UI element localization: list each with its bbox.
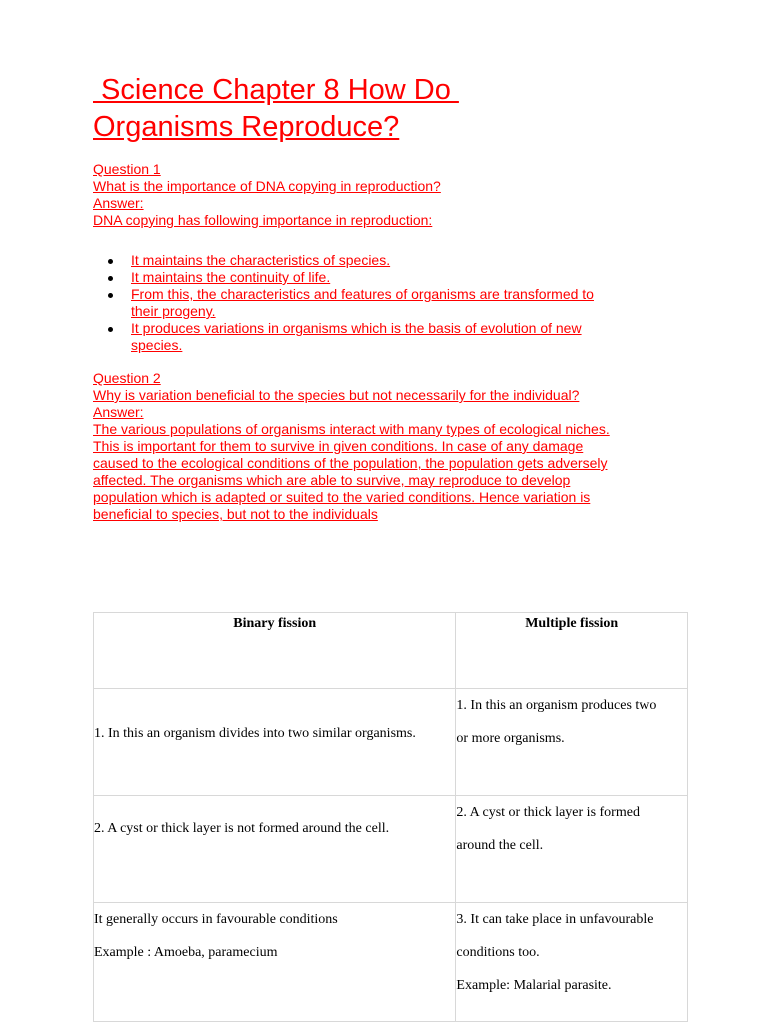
- bullet-icon: [108, 293, 113, 298]
- table-cell: [94, 689, 456, 796]
- cell-text: 2. A cyst or thick layer is not formed around the cell.: [94, 821, 390, 836]
- answer-1-bullet-list: [108, 252, 668, 354]
- answer-1-label: Answer:: [93, 195, 144, 211]
- answer-2-label: Answer:: [93, 404, 144, 420]
- page-title: [93, 72, 693, 146]
- column-header-multiple-fission: Multiple fission: [456, 613, 688, 689]
- column-header-binary-fission: Binary fission: [94, 613, 456, 689]
- list-item-text: From this, the characteristics and features of organisms are transformed to: [131, 286, 594, 302]
- answer-2-line: The various populations of organisms interact with many types of ecological niches.: [93, 421, 610, 437]
- answer-2-line: caused to the ecological conditions of the population, the population gets adversely: [93, 455, 608, 471]
- cell-text: or more organisms.: [456, 731, 565, 746]
- question-2-label: Question 2: [93, 370, 161, 386]
- cell-text: It generally occurs in favourable conditions: [94, 912, 338, 927]
- answer-2-line: beneficial to species, but not to the individuals: [93, 506, 378, 522]
- list-item: [108, 269, 668, 286]
- question-2-text: Why is variation beneficial to the species but not necessarily for the individual?: [93, 387, 580, 403]
- answer-2-line: population which is adapted or suited to the varied conditions. Hence variation is: [93, 489, 591, 505]
- table-cell: [456, 689, 688, 796]
- cell-text: 3. It can take place in unfavourable: [456, 912, 654, 927]
- bullet-icon: [108, 259, 113, 264]
- cell-text: 2. A cyst or thick layer is formed: [456, 805, 640, 820]
- cell-text: Example: Malarial parasite.: [456, 978, 612, 993]
- cell-text: 1. In this an organism divides into two similar organisms.: [94, 726, 416, 741]
- fission-comparison-table: [93, 612, 688, 1022]
- table-cell: [94, 903, 456, 1022]
- list-item: [108, 320, 668, 354]
- answer-1-intro: DNA copying has following importance in reproduction:: [93, 212, 433, 228]
- cell-text: conditions too.: [456, 945, 540, 960]
- cell-text: Example : Amoeba, paramecium: [94, 945, 278, 960]
- table-row: [94, 796, 688, 903]
- list-item-text: their progeny.: [131, 303, 216, 319]
- question-1-text: What is the importance of DNA copying in reproduction?: [93, 178, 441, 194]
- table-cell: [94, 796, 456, 903]
- list-item-text: It maintains the continuity of life.: [131, 269, 331, 285]
- list-item-text: It produces variations in organisms which is the basis of evolution of new: [131, 320, 582, 336]
- table-row: [94, 689, 688, 796]
- cell-text: 1. In this an organism produces two: [456, 698, 657, 713]
- list-item-text: species.: [131, 337, 183, 353]
- bullet-icon: [108, 327, 113, 332]
- cell-text: around the cell.: [456, 838, 544, 853]
- question-1-label: Question 1: [93, 161, 161, 177]
- answer-2-line: affected. The organisms which are able to survive, may reproduce to develop: [93, 472, 571, 488]
- title-line-2: Organisms Reproduce?: [93, 111, 400, 143]
- answer-2-line: This is important for them to survive in given conditions. In case of any damage: [93, 438, 584, 454]
- title-line-1: Science Chapter 8 How Do: [93, 74, 459, 106]
- list-item: [108, 252, 668, 269]
- bullet-icon: [108, 276, 113, 281]
- list-item: [108, 286, 668, 320]
- table-row: [94, 903, 688, 1022]
- table-cell: [456, 796, 688, 903]
- question-1-block: [93, 161, 683, 229]
- list-item-text: It maintains the characteristics of species.: [131, 252, 391, 268]
- question-2-block: [93, 370, 683, 523]
- table-header-row: [94, 613, 688, 689]
- table-cell: [456, 903, 688, 1022]
